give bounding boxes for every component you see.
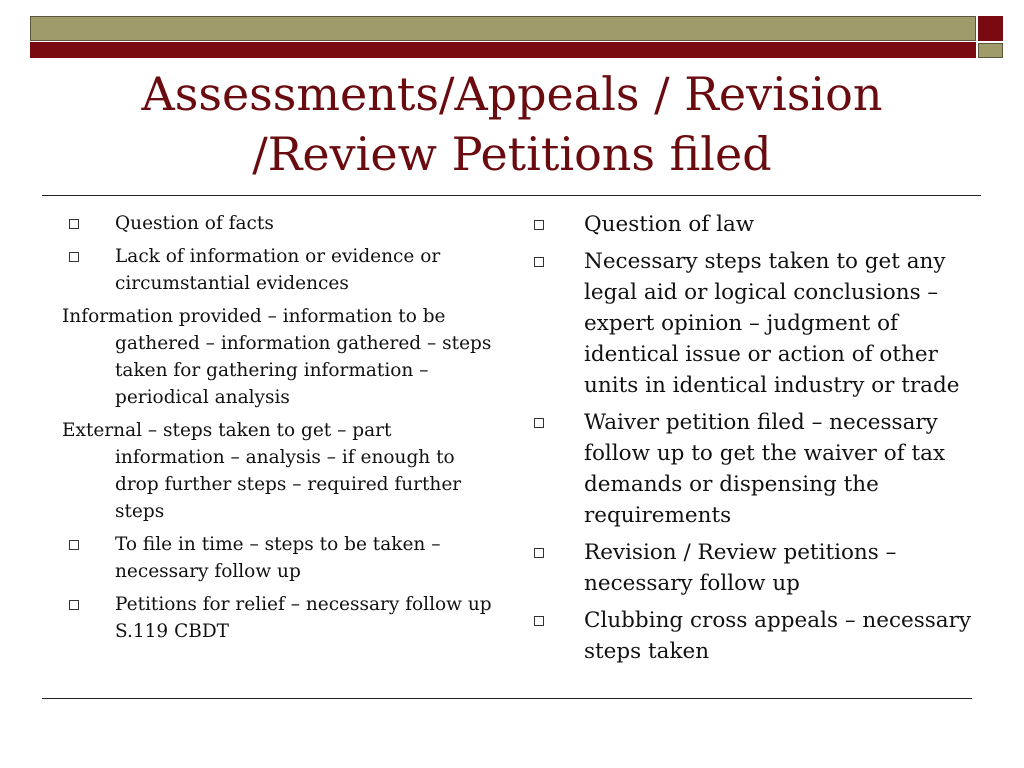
square-bullet-icon xyxy=(534,220,544,230)
header-band-maroon xyxy=(30,42,976,58)
right-list-item: Waiver petition filed – necessary follow up to get the waiver of tax demands or dispensing the requirements xyxy=(530,407,980,531)
slide-title-line-2: /Review Petitions filed xyxy=(252,127,772,181)
left-list-item: Question of facts xyxy=(62,210,502,237)
right-list-item: Clubbing cross appeals – necessary steps taken xyxy=(530,605,980,667)
square-bullet-icon xyxy=(534,616,544,626)
right-list-item: Necessary steps taken to get any legal aid or logical conclusions – expert opinion – judgment of identical issue or action of other units in identical industry or trade xyxy=(530,246,980,401)
corner-square-maroon xyxy=(978,16,1003,41)
square-bullet-icon xyxy=(534,418,544,428)
slide-title-line-1: Assessments/Appeals / Revision xyxy=(141,67,883,121)
corner-square-olive xyxy=(978,43,1003,58)
square-bullet-icon xyxy=(69,252,79,262)
left-list-item: Petitions for relief – necessary follow up S.119 CBDT xyxy=(62,591,502,645)
square-bullet-icon xyxy=(69,540,79,550)
left-list-item: To file in time – steps to be taken – necessary follow up xyxy=(62,531,502,585)
left-list-paragraph: Information provided – information to be gathered – information gathered – steps taken for gathering information – periodical analysis xyxy=(62,306,492,408)
slide-title xyxy=(40,64,984,184)
right-column-list xyxy=(530,209,980,673)
square-bullet-icon xyxy=(534,257,544,267)
left-list-item: Lack of information or evidence or circumstantial evidences xyxy=(62,243,502,297)
right-list-item: Revision / Review petitions – necessary follow up xyxy=(530,537,980,599)
header-band-olive xyxy=(30,16,976,41)
left-list-paragraph: External – steps taken to get – part information – analysis – if enough to drop further steps – required further steps xyxy=(62,420,462,522)
right-list-item: Question of law xyxy=(530,209,980,240)
square-bullet-icon xyxy=(69,600,79,610)
square-bullet-icon xyxy=(69,219,79,229)
bottom-divider xyxy=(42,698,972,699)
square-bullet-icon xyxy=(534,548,544,558)
left-column-list xyxy=(62,210,502,651)
title-divider xyxy=(42,195,981,196)
